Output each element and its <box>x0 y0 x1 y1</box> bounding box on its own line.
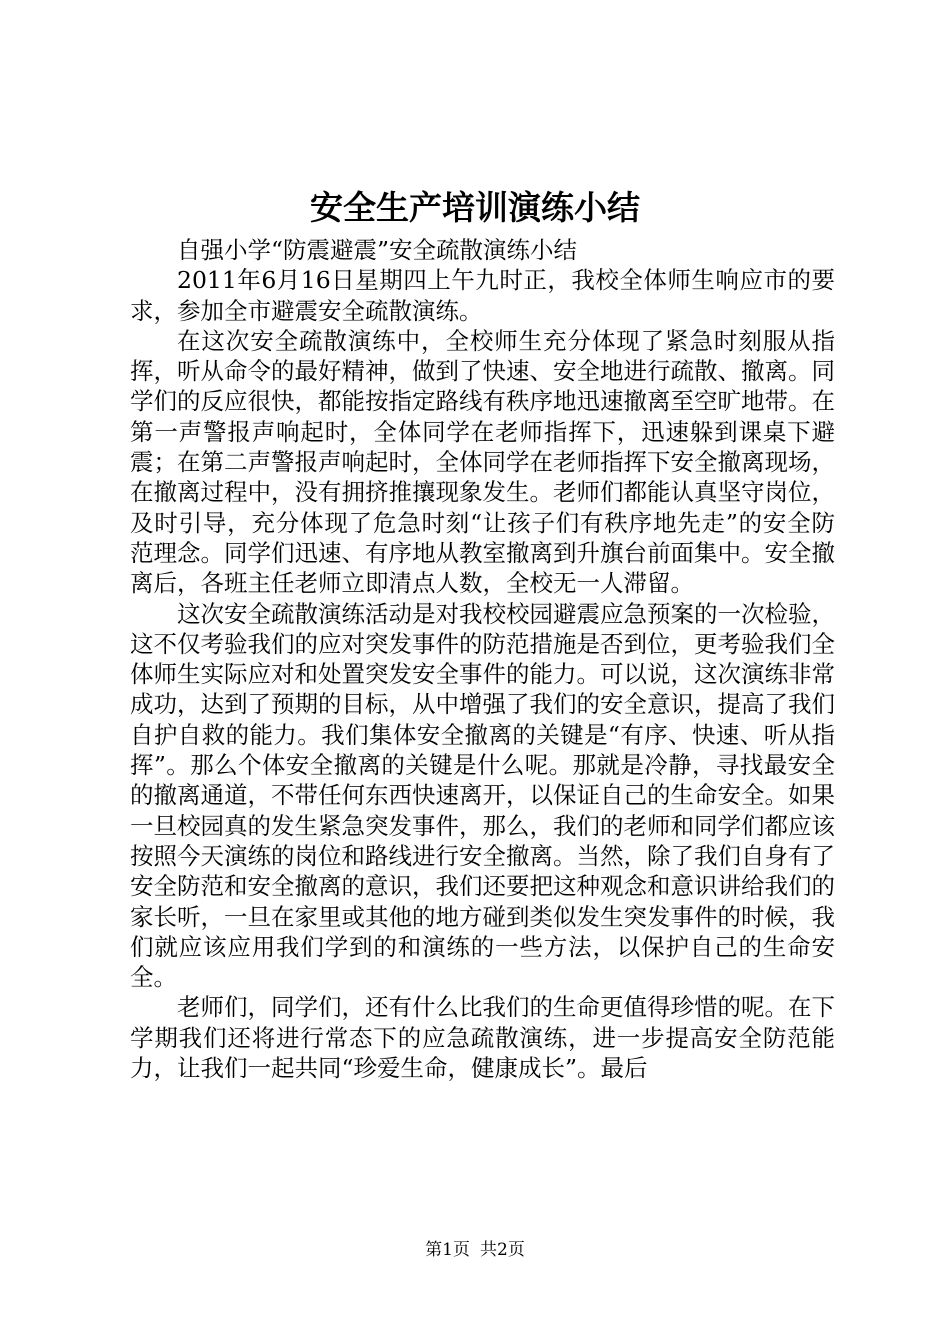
page-footer <box>0 1238 950 1262</box>
paragraph-4: 老师们，同学们，还有什么比我们的生命更值得珍惜的呢。在下学期我们还将进行常态下的应急疏散演练，进一步提高安全防范能力，让我们一起共同“珍爱生命，健康成长”。最后 <box>130 993 835 1083</box>
document-body <box>130 235 835 1083</box>
paragraph-2: 在这次安全疏散演练中，全校师生充分体现了紧急时刻服从指挥，听从命令的最好精神，做到了快速、安全地进行疏散、撤离。同学们的反应很快，都能按指定路线有秩序地迅速撤离至空旷地带。在第一声警报声响起时，全体同学在老师指挥下，迅速躲到课桌下避震；在第二声警报声响起时，全体同学在老师指挥下安全撤离现场，在撤离过程中，没有拥挤推攘现象发生。老师们都能认真坚守岗位，及时引导，充分体现了危急时刻“让孩子们有秩序地先走”的安全防范理念。同学们迅速、有序地从教室撤离到升旗台前面集中。安全撤离后，各班主任老师立即清点人数，全校无一人滞留。 <box>130 326 835 598</box>
paragraph-1: 2011年6月16日星期四上午九时正，我校全体师生响应市的要求，参加全市避震安全疏散演练。 <box>130 266 835 325</box>
document-subtitle: 自强小学“防震避震”安全疏散演练小结 <box>177 236 578 264</box>
page-number: 第1页 <box>425 1240 470 1260</box>
paragraph-3: 这次安全疏散演练活动是对我校校园避震应急预案的一次检验，这不仅考验我们的应对突发事件的防范措施是否到位，更考验我们全体师生实际应对和处置突发安全事件的能力。可以说，这次演练非常成功，达到了预期的目标，从中增强了我们的安全意识，提高了我们自护自救的能力。我们集体安全撤离的关键是“有序、快速、听从指挥”。那么个体安全撤离的关键是什么呢。那就是冷静，寻找最安全的撤离通道，不带任何东西快速离开，以保证自己的生命安全。如果一旦校园真的发生紧急突发事件，那么，我们的老师和同学们都应该按照今天演练的岗位和路线进行安全撤离。当然，除了我们自身有了安全防范和安全撤离的意识，我们还要把这种观念和意识讲给我们的家长听，一旦在家里或其他的地方碰到类似发生突发事件的时候，我们就应该应用我们学到的和演练的一些方法，以保护自己的生命安全。 <box>130 599 835 992</box>
document-title: 安全生产培训演练小结 <box>310 188 640 227</box>
page-total: 共2页 <box>480 1240 525 1260</box>
